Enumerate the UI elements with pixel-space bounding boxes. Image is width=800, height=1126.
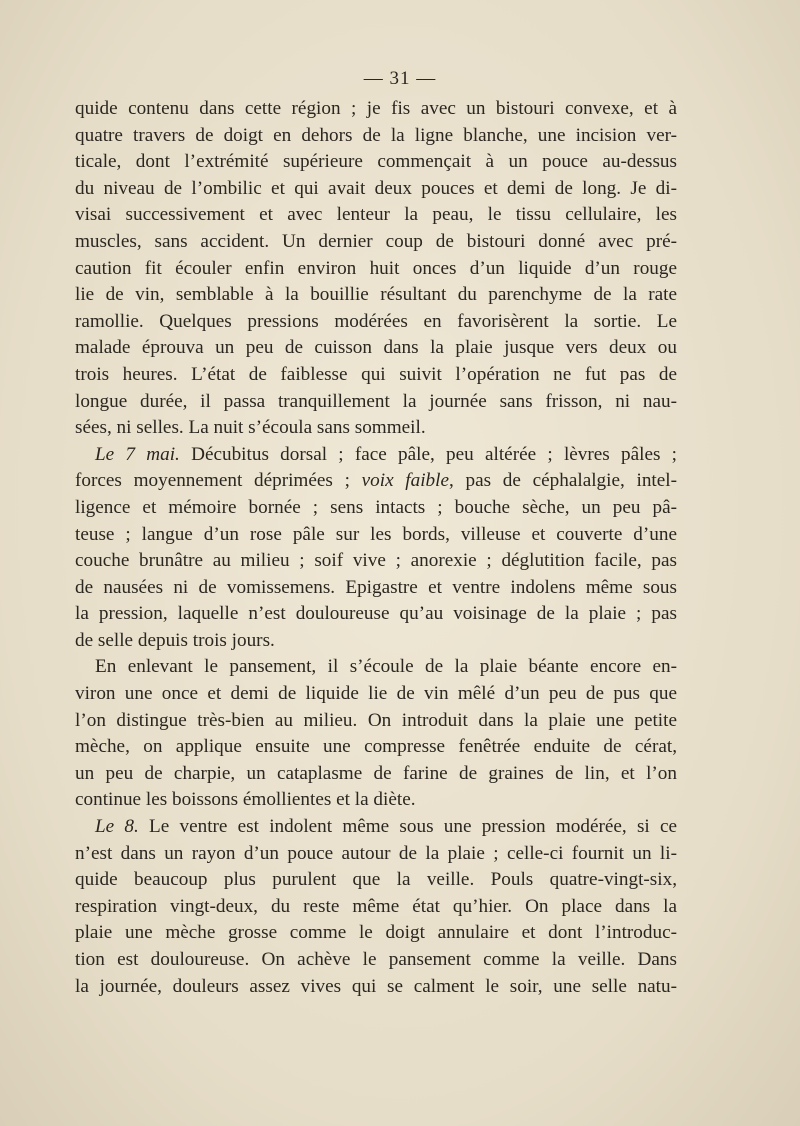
body-text: [75, 96, 677, 1000]
text-run: Le ventre est indolent même sous une pression modérée, si ce: [138, 816, 678, 838]
text-line: ligence et mémoire bornée ; sens intacts ; bouche sèche, un peu pâ-: [75, 496, 677, 518]
paragraph: [75, 442, 677, 655]
italic-phrase: voix faible: [361, 470, 449, 492]
text-line: quide contenu dans cette région ; je fis avec un bistouri convexe, et à: [75, 98, 677, 119]
page-number: — 31 —: [363, 68, 437, 89]
text-line: longue durée, il passa tranquillement la journée sans frisson, ni nau-: [75, 390, 677, 412]
paragraph: [75, 654, 677, 814]
text-line: continue les boissons émollientes et la diète.: [75, 789, 416, 811]
text-line: de nausées ni de vomissemens. Epigastre et ventre indolens même sous: [75, 576, 677, 598]
text-line: la journée, douleurs assez vives qui se calment le soir, une selle natu-: [75, 975, 677, 997]
text-line: du niveau de l’ombilic et qui avait deux pouces et demi de long. Je di-: [75, 177, 677, 199]
paragraph: [75, 814, 677, 1000]
text-line: teuse ; langue d’un rose pâle sur les bords, villeuse et couverte d’une: [75, 523, 677, 545]
text-line: l’on distingue très-bien au milieu. On introduit dans la plaie une petite: [75, 709, 677, 731]
text-line: En enlevant le pansement, il s’écoule de la plaie béante encore en-: [95, 656, 677, 678]
text-run: forces moyennement déprimées ;: [75, 470, 362, 492]
text-line: malade éprouva un peu de cuisson dans la plaie jusque vers deux ou: [75, 337, 677, 359]
text-line: la pression, laquelle n’est douloureuse qu’au voisinage de la plaie ; pas: [75, 603, 677, 625]
text-line: quatre travers de doigt en dehors de la ligne blanche, une incision ver-: [75, 124, 677, 146]
text-line: caution fit écouler enfin environ huit onces d’un liquide d’un rouge: [75, 257, 677, 279]
text-run: Décubitus dorsal ; face pâle, peu altérée ; lèvres pâles ;: [179, 443, 678, 465]
text-line: sées, ni selles. La nuit s’écoula sans sommeil.: [75, 417, 426, 439]
text-line: un peu de charpie, un cataplasme de farine de graines de lin, et l’on: [75, 762, 677, 784]
text-line: [75, 814, 677, 841]
text-line: tion est douloureuse. On achève le pansement comme la veille. Dans: [75, 949, 677, 970]
text-line: de selle depuis trois jours.: [75, 629, 275, 651]
text-line: quide beaucoup plus purulent que la veille. Pouls quatre-vingt-six,: [75, 869, 677, 891]
text-line: visai successivement et avec lenteur la peau, le tissu cellulaire, les: [75, 204, 677, 226]
text-line: trois heures. L’état de faiblesse qui suivit l’opération ne fut pas de: [75, 363, 677, 385]
date-lead: Le 7 mai.: [95, 443, 180, 465]
text-line: viron une once et demi de liquide lie de vin mêlé d’un peu de pus que: [75, 683, 677, 705]
paragraph: [75, 96, 677, 442]
text-line: [75, 442, 677, 469]
text-run: , pas de céphalalgie, intel-: [449, 470, 677, 492]
text-line: [75, 468, 677, 495]
text-line: mèche, on applique ensuite une compresse fenêtrée enduite de cérat,: [75, 736, 677, 758]
text-line: n’est dans un rayon d’un pouce autour de la plaie ; celle-ci fournit un li-: [75, 842, 677, 864]
date-lead: Le 8.: [95, 816, 139, 838]
text-line: muscles, sans accident. Un dernier coup de bistouri donné avec pré-: [75, 230, 677, 252]
text-line: respiration vingt-deux, du reste même état qu’hier. On place dans la: [75, 895, 677, 917]
text-line: ticale, dont l’extrémité supérieure commençait à un pouce au-dessus: [75, 151, 677, 173]
text-line: lie de vin, semblable à la bouillie résultant du parenchyme de la rate: [75, 284, 677, 306]
text-line: couche brunâtre au milieu ; soif vive ; anorexie ; déglutition facile, pas: [75, 550, 677, 572]
text-line: plaie une mèche grosse comme le doigt annulaire et dont l’introduc-: [75, 922, 677, 944]
text-line: ramollie. Quelques pressions modérées en favorisèrent la sortie. Le: [75, 310, 677, 332]
